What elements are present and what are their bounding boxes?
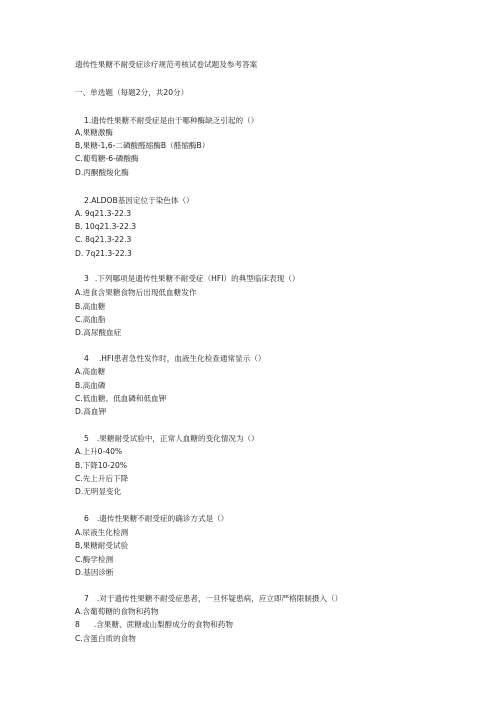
- question-4: [84, 354, 265, 364]
- option-1d: D.丙酮酸羧化酶: [75, 168, 129, 177]
- option-3a: A.进食含果糖食物后出现低血糖发作: [75, 288, 197, 297]
- question-text: ALDOB基因定位于染色体（）: [91, 196, 194, 205]
- option-3b: B.高血糖: [75, 302, 106, 311]
- section-heading: 一、单选题（每题2分，共20分）: [75, 88, 189, 97]
- question-number: 5: [84, 434, 89, 443]
- option-5c: C.先上升后下降: [75, 474, 129, 483]
- option-6c: C.酶学检测: [75, 555, 114, 564]
- question-number: 4: [84, 354, 89, 363]
- question-number: 8: [75, 620, 80, 629]
- question-5: [84, 434, 259, 444]
- question-8: [75, 620, 233, 630]
- question-number: 1.: [84, 116, 92, 125]
- question-text: .果糖耐受试验中，正常人血糖的变化情况为（）: [96, 434, 259, 443]
- option-6b: B,果糖耐受试验: [75, 541, 129, 550]
- option-5b: B.下降10-20%: [75, 461, 128, 470]
- option-5d: D.无明显变化: [75, 487, 122, 496]
- question-6: [84, 514, 228, 524]
- question-text: .含果糖、蔗糖或山梨醇成分的食物和药物: [93, 620, 233, 629]
- question-3: [84, 274, 299, 284]
- question-text: .遗传性果糖不耐受症的确诊方式是（）: [96, 514, 229, 523]
- option-4b: B.高血磷: [75, 381, 106, 390]
- option-6a: A.尿液生化检测: [75, 528, 129, 537]
- option-7a: A.含葡萄糖的食物和药物: [75, 607, 159, 616]
- question-7: [84, 594, 342, 604]
- question-text: .对于遗传性果糖不耐受症患者，一旦怀疑患病，应立即严格限制摄入（）: [96, 594, 343, 603]
- question-text: 遗传性果糖不耐受症是由于哪种酶缺乏引起的（）: [91, 116, 259, 125]
- option-1b: B,果糖-1,6-二磷酸醛缩酶B（醛缩酶B）: [75, 141, 210, 150]
- question-text: .HFI患者急性发作时，血液生化检查通常显示（）: [98, 354, 266, 363]
- question-2: [84, 196, 194, 206]
- option-1c: C.葡萄糖-6-磷酸酶: [75, 154, 139, 163]
- question-text: .下列哪项是遗传性果糖不耐受症（HFI）的典型临床表现（）: [94, 274, 300, 283]
- option-8c: C.含蛋白质的食物: [75, 634, 136, 643]
- option-2b: B. 10q21.3-22.3: [75, 222, 137, 231]
- question-number: 7: [84, 594, 89, 603]
- question-1: [84, 116, 258, 126]
- option-3c: C.高血脂: [75, 315, 106, 324]
- question-number: 6: [84, 514, 89, 523]
- option-2a: A. 9q21.3-22.3: [75, 209, 132, 218]
- option-1a: A,果糖激酶: [75, 128, 113, 137]
- page-title: 遗传性果糖不耐受症诊疗规范考核试卷试题及参考答案: [75, 60, 258, 69]
- option-5a: A.上升0-40%: [75, 447, 123, 456]
- option-4d: D.高血钾: [75, 407, 107, 416]
- option-4c: C.低血糖、低血磷和低血钾: [75, 394, 167, 403]
- option-2c: C. 8q21.3-22.3: [75, 235, 132, 244]
- question-number: 3: [84, 274, 89, 283]
- option-2d: D. 7q21.3-22.3: [75, 249, 132, 258]
- option-6d: D.基因诊断: [75, 568, 114, 577]
- option-3d: D.高尿酸血症: [75, 328, 122, 337]
- question-number: 2.: [84, 196, 92, 205]
- option-4a: A.高血糖: [75, 367, 106, 376]
